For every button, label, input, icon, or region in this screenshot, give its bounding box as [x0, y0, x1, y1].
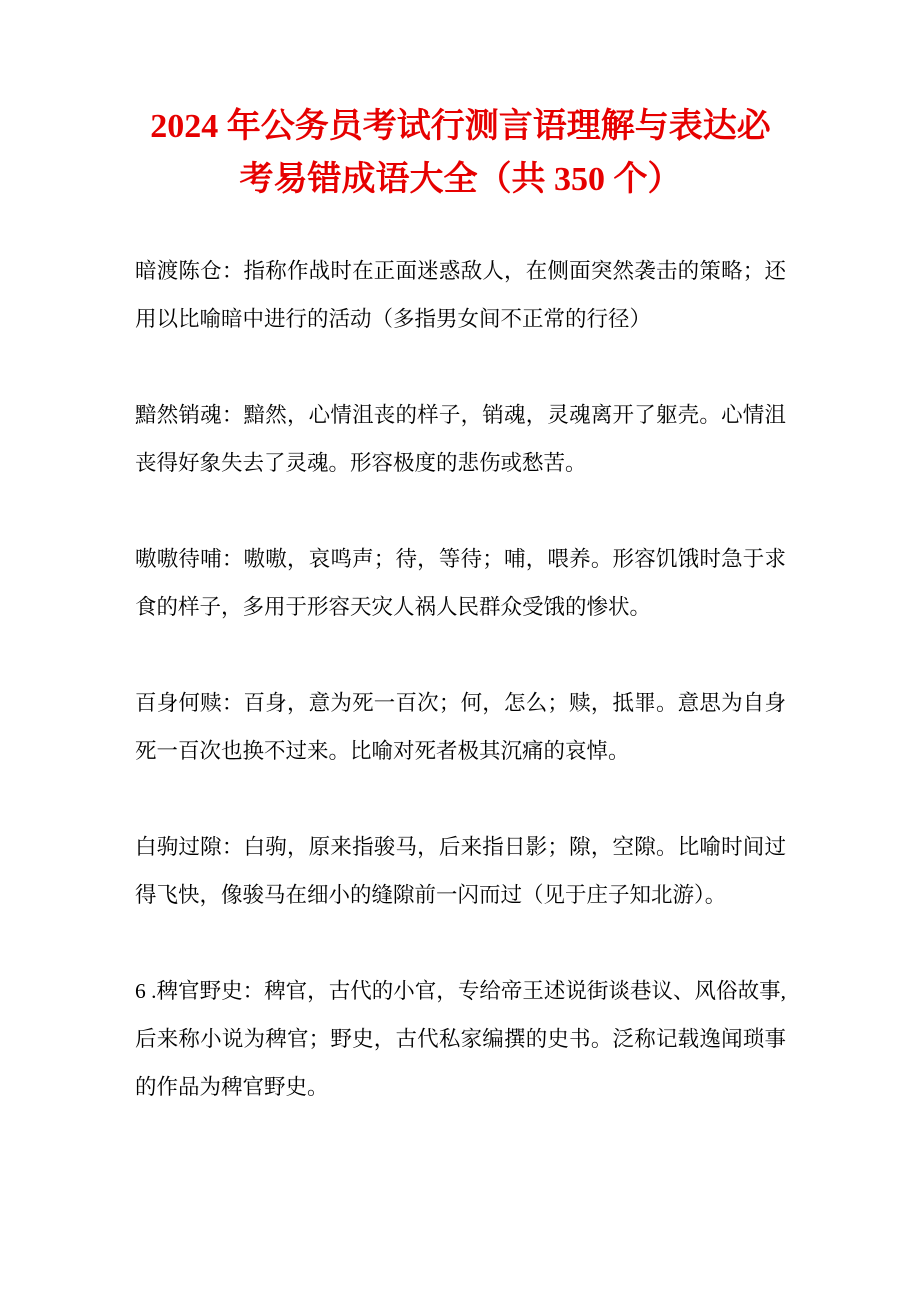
- idiom-paragraph-an-du-chen-cang: 暗渡陈仓：指称作战时在正面迷惑敌人，在侧面突然袭击的策略；还用以比喻暗中进行的活动（多指男女间不正常的行径）: [135, 259, 786, 331]
- idiom-paragraph-an-ran-xiao-hun: 黯然销魂：黯然，心情沮丧的样子，销魂，灵魂离开了躯壳。心情沮丧得好象失去了灵魂。形容极度的悲伤或愁苦。: [135, 403, 786, 475]
- idiom-paragraph-bai-guan-ye-shi: 6 .稗官野史：稗官，古代的小官，专给帝王述说街谈巷议、风俗故事,后来称小说为稗官；野史，古代私家编撰的史书。泛称记载逸闻琐事的作品为稗官野史。: [135, 979, 786, 1099]
- title-line-2: 考易错成语大全（共 350 个）: [239, 161, 682, 198]
- idiom-paragraph-bai-shen-he-shu: 百身何赎：百身，意为死一百次；何，怎么；赎，抵罪。意思为自身死一百次也换不过来。比喻对死者极其沉痛的哀悼。: [135, 691, 786, 763]
- idiom-paragraph-bai-ju-guo-xi: 白驹过隙：白驹，原来指骏马，后来指日影；隙，空隙。比喻时间过得飞快，像骏马在细小的缝隙前一闪而过（见于庄子知北游）。: [135, 835, 786, 907]
- document-title: [135, 100, 786, 206]
- title-line-1: 2024 年公务员考试行测言语理解与表达必: [150, 108, 771, 145]
- idiom-paragraph-ao-ao-dai-bu: 嗷嗷待哺：嗷嗷，哀鸣声；待，等待；哺，喂养。形容饥饿时急于求食的样子，多用于形容天灾人祸人民群众受饿的惨状。: [135, 547, 786, 619]
